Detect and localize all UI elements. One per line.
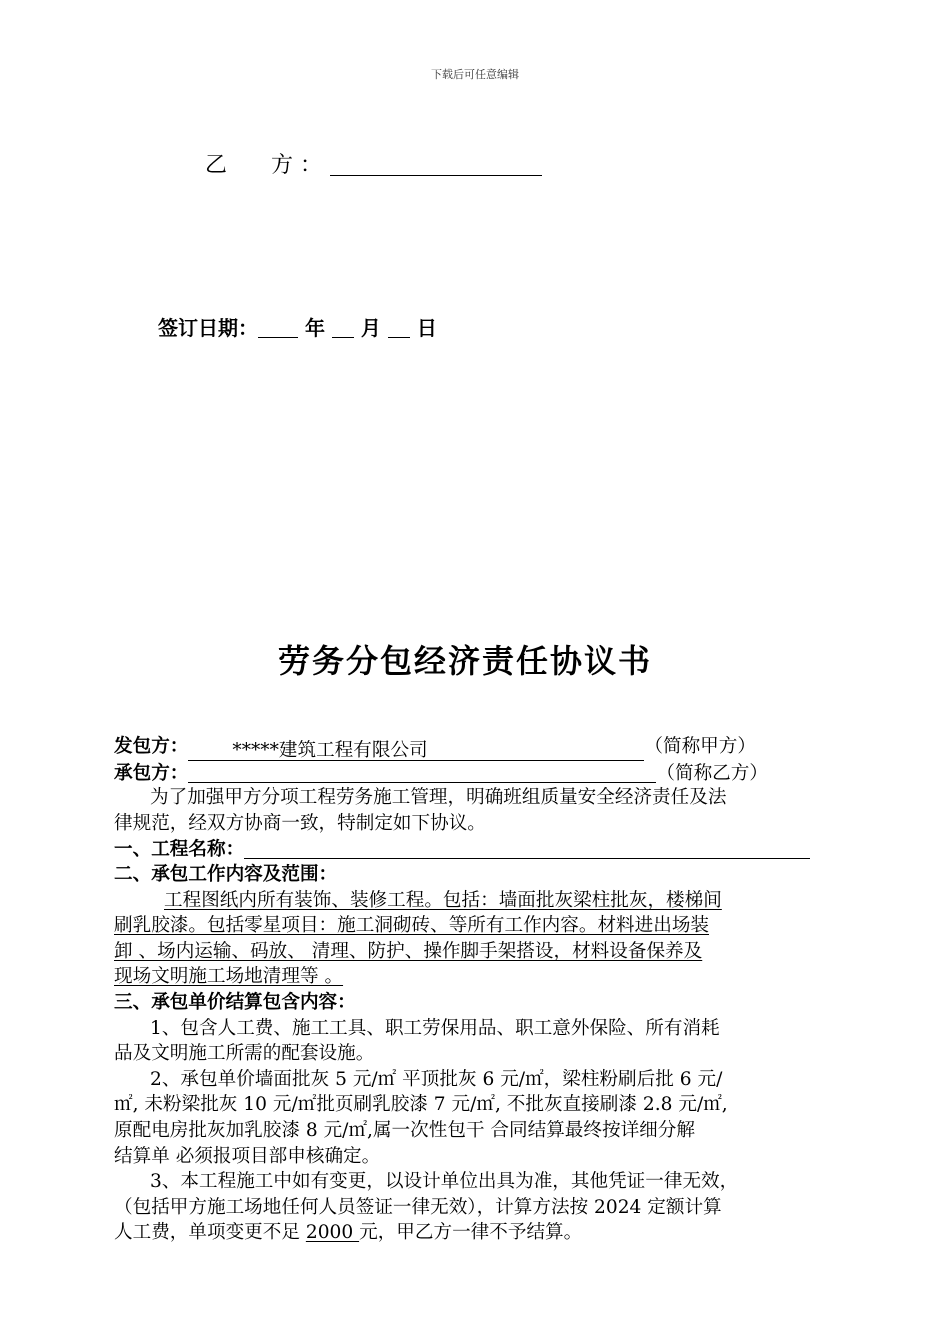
item1-line: 1、包含人工费、施工工具、职工劳保用品、职工意外保险、所有消耗 bbox=[150, 1017, 720, 1039]
contractor-suffix: （简称甲方） bbox=[644, 736, 756, 757]
document-title: 劳务分包经济责任协议书 bbox=[277, 642, 652, 680]
scope-line: 现场文明施工场地清理等 。 bbox=[114, 966, 344, 988]
item3-last-prefix: 人工费，单项变更不足 bbox=[114, 1222, 306, 1244]
item2-line: ㎡, 未粉梁批灰 10 元/㎡批页刷乳胶漆 7 元/㎡, 不批灰直接刷漆 2.8 元/㎡, bbox=[114, 1094, 728, 1116]
contractor-name: *****建筑工程有限公司 bbox=[232, 740, 428, 761]
month-label: 月 bbox=[360, 316, 381, 340]
subcontractor-line bbox=[114, 760, 854, 786]
item2-line: 2、承包单价墙面批灰 5 元/㎡ 平顶批灰 6 元/㎡，梁柱粉刷后批 6 元/ bbox=[150, 1068, 723, 1090]
month-blank bbox=[332, 317, 354, 338]
party-b-blank bbox=[330, 151, 542, 176]
item2-line: 结算单 必须报项目部申核确定。 bbox=[114, 1145, 381, 1167]
party-b-label: 乙 方 ： bbox=[205, 153, 322, 178]
scope-line: 卸 、场内运输、码放、 清理、防护、操作脚手架搭设，材料设备保养及 bbox=[114, 940, 703, 962]
section3-heading: 三、承包单价结算包含内容： bbox=[114, 991, 356, 1013]
subcontractor-label: 承包方： bbox=[114, 762, 189, 784]
intro-line: 为了加强甲方分项工程劳务施工管理，明确班组质量安全经济责任及法 bbox=[150, 787, 727, 809]
intro-line: 律规范，经双方协商一致，特制定如下协议。 bbox=[114, 812, 486, 834]
header-note: 下载后可任意编辑 bbox=[431, 68, 519, 81]
sign-date-line bbox=[158, 312, 437, 341]
section1-line bbox=[114, 836, 854, 862]
scope-line: 刷乳胶漆。包括零星项目：施工洞砌砖、等所有工作内容。材料进出场装 bbox=[114, 915, 710, 937]
threshold-amount: 2000 bbox=[305, 1222, 360, 1244]
section1-heading: 一、工程名称： bbox=[114, 839, 245, 861]
contractor-line bbox=[114, 734, 854, 760]
project-name-field bbox=[244, 836, 810, 859]
day-label: 日 bbox=[416, 316, 437, 340]
item3-line: （包括甲方施工场地任何人员签证一律无效），计算方法按 2024 定额计算 bbox=[114, 1196, 722, 1218]
contractor-name-field bbox=[188, 738, 644, 761]
year-blank bbox=[258, 317, 298, 338]
sign-date-label: 签订日期： bbox=[158, 316, 258, 340]
year-label: 年 bbox=[304, 316, 325, 340]
item3-last-suffix: 元，甲乙方一律不予结算。 bbox=[359, 1222, 583, 1244]
subcontractor-suffix: （简称乙方） bbox=[656, 762, 768, 784]
item3-line: 3、本工程施工中如有变更，以设计单位出具为准，其他凭证一律无效， bbox=[150, 1171, 739, 1193]
contractor-label: 发包方： bbox=[114, 736, 189, 757]
party-b-signature-line bbox=[205, 148, 542, 179]
scope-line: 工程图纸内所有装饰、装修工程。包括：墙面批灰梁柱批灰，楼梯间 bbox=[164, 889, 722, 911]
item1-line: 品及文明施工所需的配套设施。 bbox=[114, 1043, 375, 1065]
item3-last-line bbox=[114, 1220, 854, 1246]
day-blank bbox=[388, 317, 410, 338]
subcontractor-name-field bbox=[188, 760, 656, 783]
item2-line: 原配电房批灰加乳胶漆 8 元/㎡,属一次性包干 合同结算最终按详细分解 bbox=[114, 1119, 695, 1141]
section2-heading: 二、承包工作内容及范围： bbox=[114, 863, 338, 885]
agreement-body bbox=[114, 734, 854, 1246]
